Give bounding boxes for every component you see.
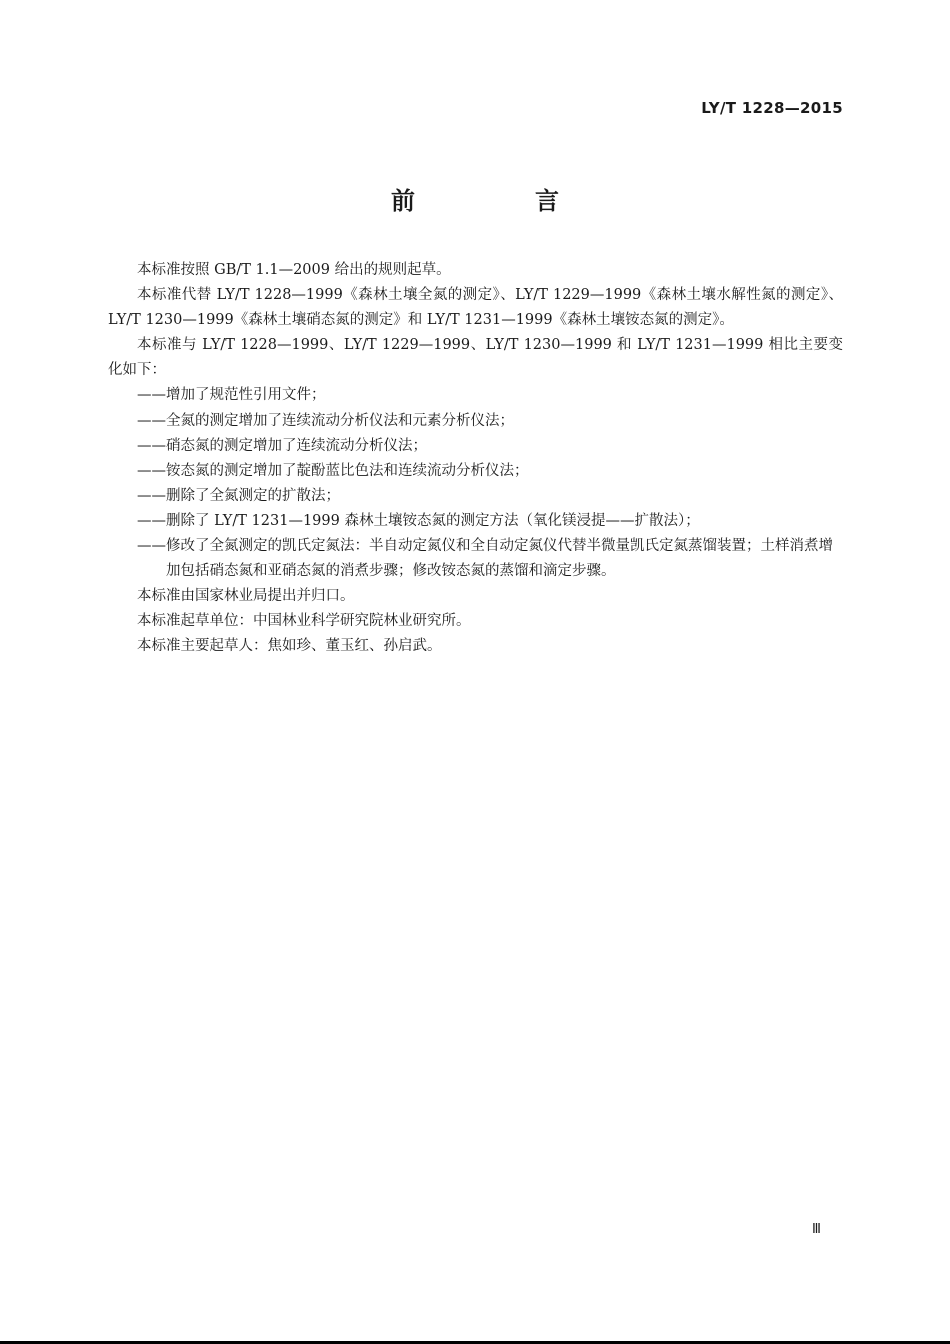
change-item: ——全氮的测定增加了连续流动分析仪法和元素分析仪法； — [137, 412, 514, 429]
change-item: ——硝态氮的测定增加了连续流动分析仪法； — [137, 437, 427, 454]
page-number: Ⅲ — [812, 1222, 821, 1237]
change-item: ——删除了全氮测定的扩散法； — [137, 487, 340, 504]
paragraph-replaces: 本标准代替 LY/T 1228—1999《森林土壤全氮的测定》、LY/T 1229—1999《森林土壤水解性氮的测定》、LY/T 1230—1999《森林土壤硝态氮的测定》和 LY/T 1231—1999《森林土壤铵态氮的测定》。 — [108, 287, 843, 329]
change-item: ——删除了 LY/T 1231—1999 森林土壤铵态氮的测定方法（氧化镁浸提——扩散法）； — [137, 512, 700, 529]
standard-code: LY/T 1228—2015 — [701, 99, 843, 117]
paragraph-drafters: 本标准主要起草人：焦如珍、董玉红、孙启武。 — [137, 638, 442, 655]
change-item: ——增加了规范性引用文件； — [137, 387, 326, 404]
paragraph-changes-intro: 本标准与 LY/T 1228—1999、LY/T 1229—1999、LY/T 1230—1999 和 LY/T 1231—1999 相比主要变化如下： — [108, 337, 843, 379]
change-item: ——修改了全氮测定的凯氏定氮法：半自动定氮仪和全自动定氮仪代替半微量凯氏定氮蒸馏装置；土样消煮增加包括硝态氮和亚硝态氮的消煮步骤；修改铵态氮的蒸馏和滴定步骤。 — [137, 538, 833, 580]
paragraph-proposer: 本标准由国家林业局提出并归口。 — [137, 588, 355, 605]
change-item: ——铵态氮的测定增加了靛酚蓝比色法和连续流动分析仪法； — [137, 462, 529, 479]
foreword-body — [108, 258, 843, 660]
page-title: 前 言 — [391, 186, 607, 215]
paragraph-drafting-rules: 本标准按照 GB/T 1.1—2009 给出的规则起草。 — [137, 262, 451, 278]
paragraph-drafting-unit: 本标准起草单位：中国林业科学研究院林业研究所。 — [137, 613, 471, 630]
